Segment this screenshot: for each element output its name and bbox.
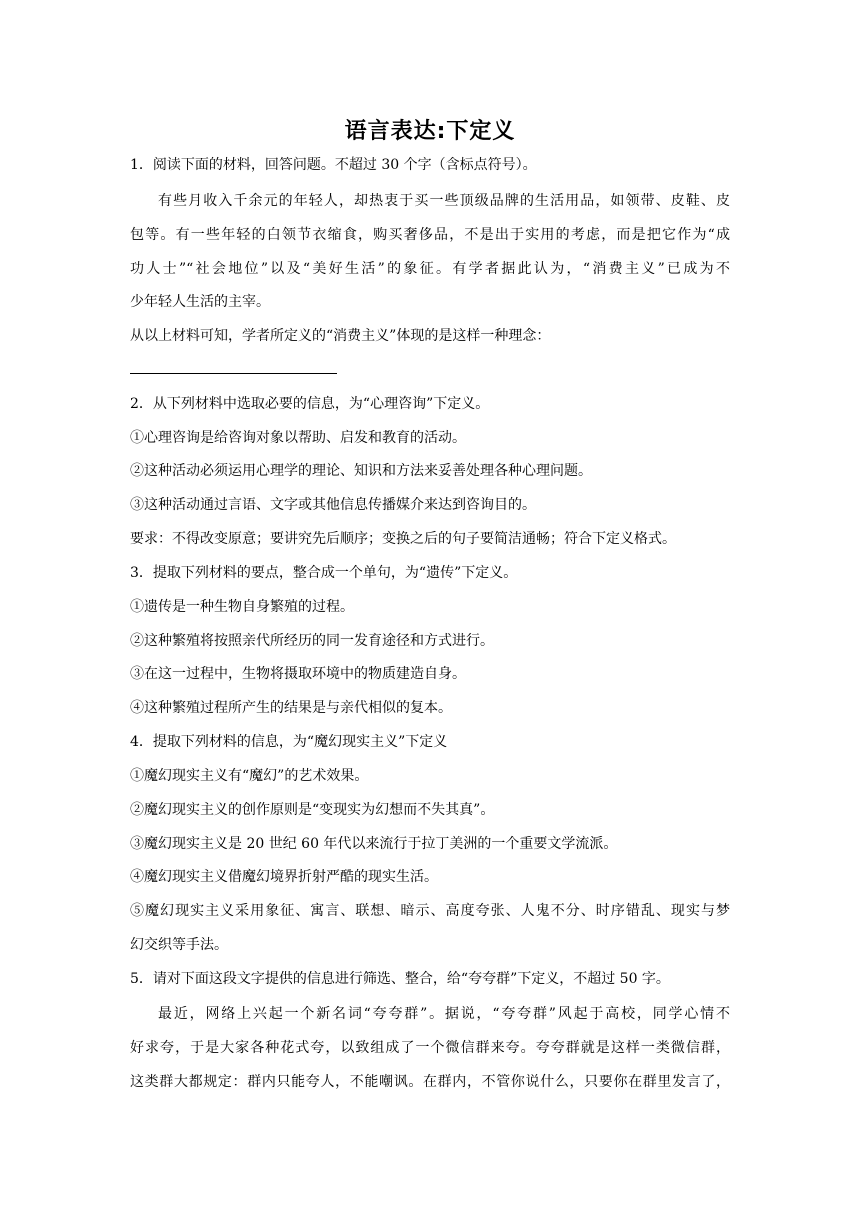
q1-passage-line: 功人士”“社会地位”以及“美好生活”的象征。有学者据此认为，“消费主义”已成为不 — [130, 261, 730, 277]
q2-item: ②这种活动必须运用心理学的理论、知识和方法来妥善处理各种心理问题。 — [130, 463, 592, 479]
q5-stem: 5．请对下面这段文字提供的信息进行筛选、整合，给“夸夸群”下定义，不超过 50 字。 — [130, 971, 670, 987]
q4-item: ③魔幻现实主义是 20 世纪 60 年代以来流行于拉丁美洲的一个重要文学流派。 — [130, 836, 618, 852]
q5-passage-line: 最近，网络上兴起一个新名词“夸夸群”。据说，“夸夸群”风起于高校，同学心情不 — [158, 1006, 730, 1022]
q5-passage-line: 好求夸，于是大家各种花式夸，以致组成了一个微信群来夸。夸夸群就是这样一类微信群， — [130, 1040, 730, 1056]
q4-item: ⑤魔幻现实主义采用象征、寓言、联想、暗示、高度夸张、人鬼不分、时序错乱、现实与梦 — [130, 903, 730, 919]
q4-item: ④魔幻现实主义借魔幻境界折射严酷的现实生活。 — [130, 869, 438, 885]
q1-question: 从以上材料可知，学者所定义的“消费主义”体现的是这样一种理念： — [130, 328, 551, 344]
q1-passage-line: 包等。有一些年轻的白领节衣缩食，购买奢侈品，不是出于实用的考虑，而是把它作为“成 — [130, 227, 730, 243]
document-title: 语言表达:下定义 — [344, 119, 516, 144]
answer-blank-line — [130, 373, 337, 374]
q3-item: ④这种繁殖过程所产生的结果是与亲代相似的复本。 — [130, 700, 452, 716]
q2-item: ①心理咨询是给咨询对象以帮助、启发和教育的活动。 — [130, 430, 466, 446]
q3-item: ①遗传是一种生物自身繁殖的过程。 — [130, 599, 354, 615]
q4-item: ①魔幻现实主义有“魔幻”的艺术效果。 — [130, 768, 369, 784]
q3-stem: 3．提取下列材料的要点，整合成一个单句，为“遗传”下定义。 — [130, 565, 518, 581]
q4-item: ②魔幻现实主义的创作原则是“变现实为幻想而不失其真”。 — [130, 802, 495, 818]
q2-stem: 2．从下列材料中选取必要的信息，为“心理咨询”下定义。 — [130, 396, 490, 412]
q2-requirement: 要求：不得改变原意；要讲究先后顺序；变换之后的句子要简洁通畅；符合下定义格式。 — [130, 531, 676, 547]
q5-passage-line: 这类群大都规定：群内只能夸人，不能嘲讽。在群内，不管你说什么，只要你在群里发言了， — [130, 1074, 730, 1090]
q3-item: ②这种繁殖将按照亲代所经历的同一发育途径和方式进行。 — [130, 633, 494, 649]
q4-stem: 4．提取下列材料的信息，为“魔幻现实主义”下定义 — [130, 734, 448, 750]
q2-item: ③这种活动通过言语、文字或其他信息传播媒介来达到咨询目的。 — [130, 497, 536, 513]
q1-passage-line: 少年轻人生活的主宰。 — [130, 294, 270, 310]
q3-item: ③在这一过程中，生物将摄取环境中的物质建造自身。 — [130, 666, 466, 682]
q1-stem: 1．阅读下面的材料，回答问题。不超过 30 个字（含标点符号）。 — [130, 157, 537, 173]
q4-item-continued: 幻交织等手法。 — [130, 937, 228, 953]
q1-passage-line: 有些月收入千余元的年轻人，却热衷于买一些顶级品牌的生活用品，如领带、皮鞋、皮 — [158, 193, 730, 209]
